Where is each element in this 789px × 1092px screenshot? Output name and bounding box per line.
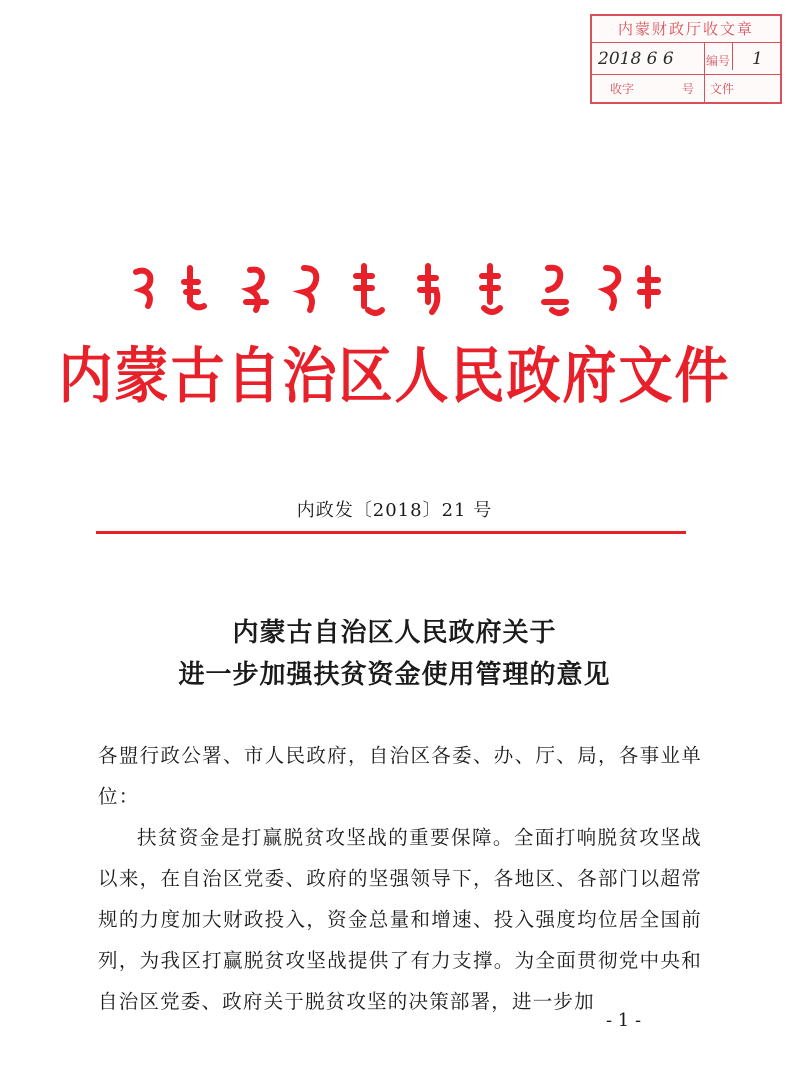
mongolian-glyph	[356, 266, 382, 313]
stamp-divider	[592, 74, 780, 75]
issuer-header-title: 内蒙古自治区人民政府文件	[58, 340, 731, 411]
body-paragraph: 扶贫资金是打赢脱贫攻坚战的重要保障。全面打响脱贫攻坚战以来，在自治区党委、政府的坚强领导下，各地区、各部门以超常规的力度加大财政投入，资金总量和增速、投入强度均位居全国前列，为我区打赢脱贫攻坚战提供了有力支撑。为全面贯彻党中央和自治区党委、政府关于脱贫攻坚的决策部署，进一步加	[98, 826, 702, 1013]
stamp-divider	[704, 42, 705, 102]
mongolian-glyph	[136, 271, 150, 306]
stamp-divider	[592, 42, 780, 43]
stamp-handwritten-count: 1	[752, 49, 763, 69]
mongolian-glyph	[640, 268, 658, 306]
stamp-label: 号	[682, 82, 695, 96]
mongolian-glyph	[184, 268, 204, 307]
mongolian-glyph	[606, 268, 618, 308]
document-number: 内政发〔2018〕21 号	[296, 500, 493, 521]
stamp-label: 文件	[710, 82, 735, 96]
receipt-stamp	[590, 14, 782, 104]
addressee-text: 各盟行政公署、市人民政府，自治区各委、办、厅、局，各事业单位：	[98, 744, 702, 808]
mongolian-glyph	[482, 266, 500, 312]
stamp-divider	[732, 42, 733, 70]
mongolian-glyph	[304, 268, 316, 310]
mongolian-glyph	[544, 268, 566, 313]
mongolian-script-heading	[128, 262, 668, 322]
mongolian-glyph	[420, 266, 437, 312]
document-title-line2: 进一步加强扶贫资金使用管理的意见	[178, 660, 611, 690]
stamp-label: 编号	[706, 54, 731, 68]
red-divider-line	[96, 531, 686, 534]
stamp-title: 内蒙财政厅收文章	[617, 20, 754, 38]
document-title-line1: 内蒙古自治区人民政府关于	[232, 618, 557, 648]
stamp-handwritten-date: 2018 6 6	[598, 49, 674, 69]
stamp-label: 收字	[610, 82, 635, 96]
mongolian-glyph	[246, 270, 266, 310]
page-number: - 1 -	[606, 1010, 642, 1031]
